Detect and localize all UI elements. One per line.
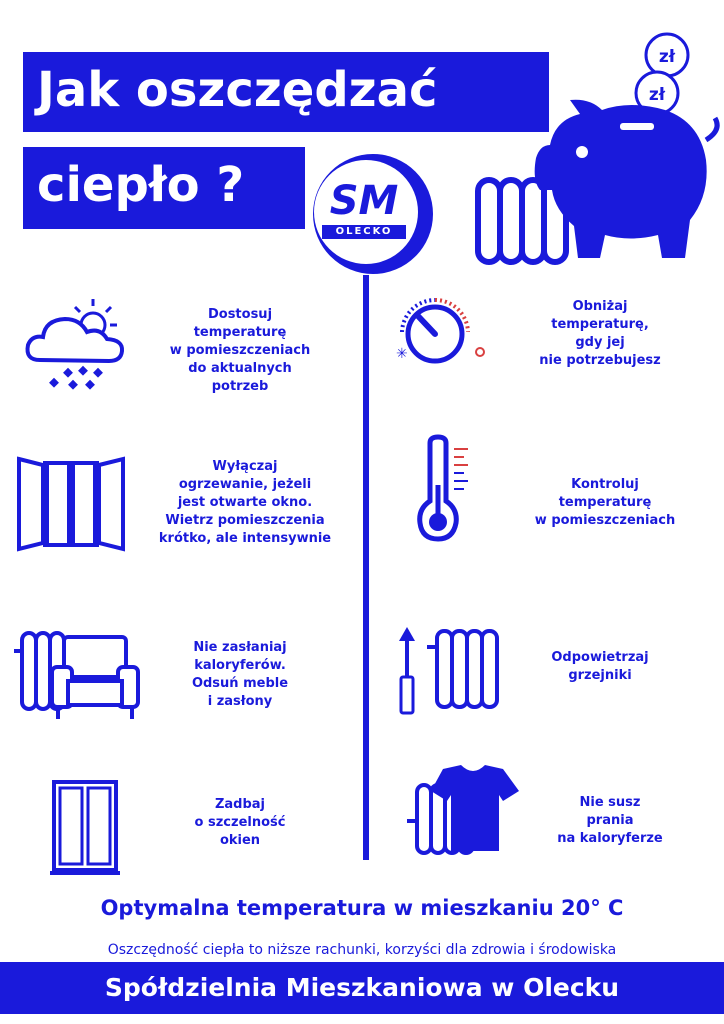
tip-dont-dry-laundry: Nie susz prania na kaloryferze (557, 795, 663, 846)
center-divider (363, 275, 369, 860)
tip-control-temperature: Kontroluj temperaturę w pomieszczeniach (534, 477, 676, 528)
weather-icon (25, 295, 130, 390)
sofa-radiator-icon (12, 625, 137, 725)
tip-seal-windows: Zadbaj o szczelność okien (194, 797, 286, 848)
tip-bleed-radiators: Odpowietrzaj grzejniki (551, 650, 649, 683)
coin-label-1: zł (658, 47, 676, 67)
piggy-bank-icon (470, 30, 720, 270)
laundry-radiator-icon (405, 765, 525, 860)
sealed-window-icon (50, 778, 125, 878)
optimal-temperature-heading: Optymalna temperatura w mieszkaniu 20° C (100, 896, 624, 920)
svg-text:✳: ✳ (396, 346, 408, 362)
title-line-1: Jak oszczędzać (23, 52, 549, 132)
sm-logo (308, 149, 438, 279)
logo-city: OLECKO (322, 225, 406, 239)
tip-adjust-temperature: Dostosuj temperaturę w pomieszczeniach do aktualnych potrzeb (169, 307, 311, 394)
thermostat-dial-icon (390, 292, 490, 372)
logo-monogram: SM (329, 178, 399, 224)
window-icon (15, 455, 130, 555)
footer-banner: Spółdzielnia Mieszkaniowa w Olecku (0, 962, 724, 1014)
title-line-2: ciepło ? (23, 147, 305, 229)
tip-lower-temperature: Obniżaj temperaturę, gdy jej nie potrzebujesz (539, 299, 661, 368)
radiator-bleed-icon (395, 625, 505, 720)
tip-turn-off-heating: Wyłączaj ogrzewanie, jeżeli jest otwarte okno. Wietrz pomieszczenia krótko, ale intensywnie (158, 459, 332, 546)
thermometer-icon (410, 435, 480, 545)
savings-note: Oszczędność ciepła to niższe rachunki, korzyści dla zdrowia i środowiska (107, 942, 617, 958)
tip-dont-cover-radiators: Nie zasłaniaj kaloryferów. Odsuń meble i zasłony (191, 640, 289, 709)
coin-label-2: zł (648, 85, 666, 105)
